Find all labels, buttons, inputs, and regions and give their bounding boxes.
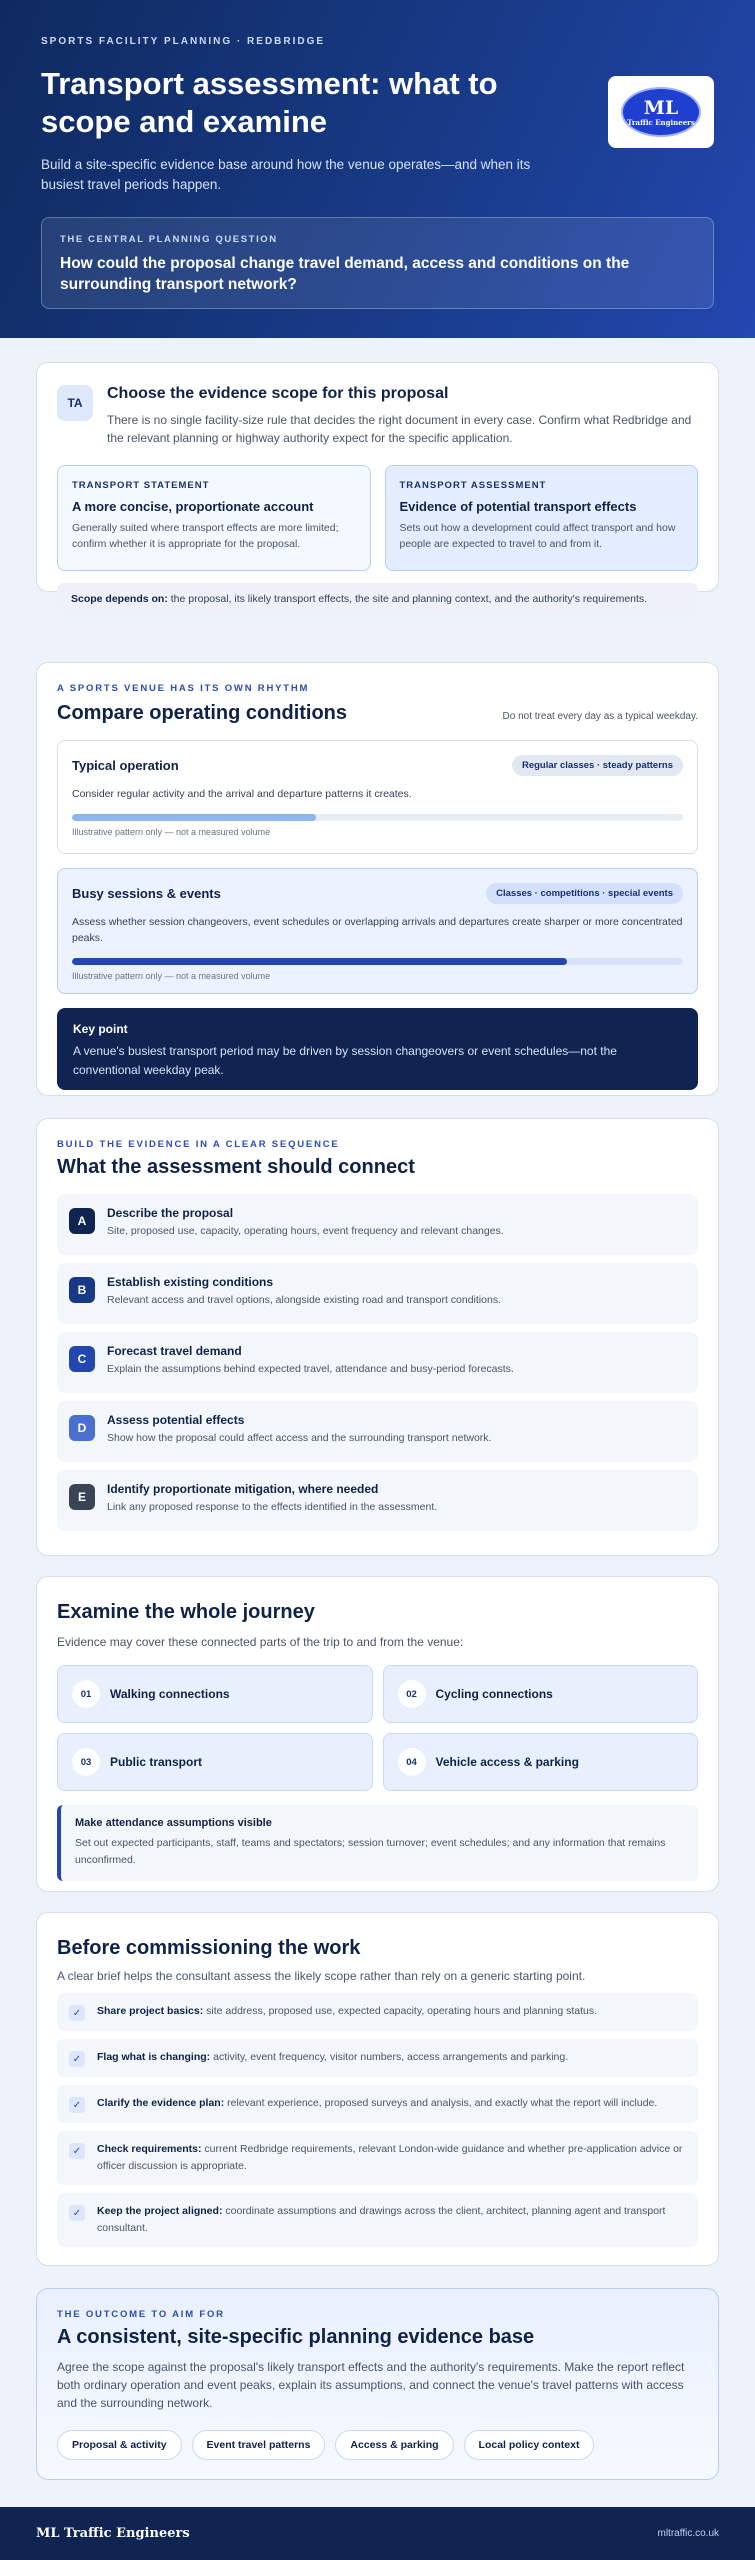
check-icon: ✓ — [69, 2051, 85, 2067]
check-bold: Share project basics: — [97, 2005, 204, 2017]
step-title: Describe the proposal — [107, 1206, 234, 1220]
typical-title: Typical operation — [72, 758, 179, 773]
scope-options — [57, 465, 698, 571]
journey-label: Vehicle access & parking — [435, 1755, 579, 1769]
check-text: site address, proposed use, expected capacity, operating hours and planning status. — [203, 2005, 598, 2017]
page-title: Transport assessment: what to scope and examine — [41, 66, 498, 139]
journey-label: Cycling connections — [435, 1687, 553, 1701]
check-bold: Keep the project aligned: — [97, 2205, 223, 2217]
footer-brand[interactable]: ML Traffic Engineers — [36, 2526, 190, 2541]
check-text: activity, event frequency, visitor numbers, access arrangements and parking. — [210, 2051, 569, 2063]
journey-label: Walking connections — [110, 1687, 230, 1701]
key-point-title: Key point — [73, 1022, 128, 1036]
step-badge: C — [69, 1346, 95, 1372]
depends-text: the proposal, its likely transport effects, the site and planning context, and the authority's requirements. — [167, 593, 648, 605]
journey-grid — [57, 1665, 698, 1791]
journey-label: Public transport — [110, 1755, 203, 1769]
journey-card — [36, 1576, 719, 1892]
depends-label: Scope depends on: — [71, 593, 168, 605]
busy-title: Busy sessions & events — [72, 886, 221, 901]
busy-bar-track — [72, 958, 683, 965]
typical-bar-note: Illustrative pattern only — not a measured volume — [72, 827, 271, 837]
journey-number: 02 — [398, 1680, 426, 1708]
option-transport-statement[interactable] — [57, 465, 371, 571]
step-text: Show how the proposal could affect access and the surrounding transport network. — [107, 1432, 492, 1444]
attendance-text: Set out expected participants, staff, teams and spectators; session turnover; event schedules; and any information that remains unconfirmed. — [75, 1837, 666, 1866]
step-b — [57, 1263, 698, 1324]
outcome-card — [36, 2288, 719, 2480]
journey-public-transport[interactable] — [57, 1733, 373, 1791]
checklist-item — [57, 1993, 698, 2031]
step-e — [57, 1470, 698, 1531]
checklist-text: A clear brief helps the consultant assess the likely scope rather than rely on a generic starting point. — [57, 1969, 586, 1983]
check-icon: ✓ — [69, 2143, 85, 2159]
outcome-title: A consistent, site-specific planning evidence base — [57, 2326, 535, 2348]
journey-walking[interactable] — [57, 1665, 373, 1723]
journey-number: 04 — [398, 1748, 426, 1776]
step-c — [57, 1332, 698, 1393]
compare-eyebrow: A SPORTS VENUE HAS ITS OWN RHYTHM — [57, 683, 310, 694]
chip-local-policy: Local policy context — [464, 2430, 595, 2460]
attendance-note — [57, 1805, 698, 1881]
typical-operation-box — [57, 740, 698, 854]
checklist-item — [57, 2131, 698, 2185]
step-text: Relevant access and travel options, alongside existing road and transport conditions. — [107, 1294, 501, 1306]
step-title: Identify proportionate mitigation, where needed — [107, 1482, 379, 1496]
hero-eyebrow: SPORTS FACILITY PLANNING · REDBRIDGE — [41, 36, 326, 47]
check-text: current Redbridge requirements, relevant London-wide guidance and whether pre-application advice or officer discussion is appropriate. — [97, 2143, 683, 2172]
journey-number: 03 — [72, 1748, 100, 1776]
checklist-item — [57, 2085, 698, 2123]
hero-subtitle: Build a site-specific evidence base around how the venue operates—and when its busiest travel periods happen. — [41, 157, 531, 192]
journey-cycling[interactable] — [383, 1665, 699, 1723]
typical-bar-track — [72, 814, 683, 821]
typical-pill: Regular classes · steady patterns — [512, 755, 683, 776]
option-text: Generally suited where transport effects are more limited; confirm whether it is appropriate for the proposal. — [72, 522, 339, 550]
sequence-card — [36, 1118, 719, 1556]
outcome-chips — [57, 2430, 698, 2460]
logo-main-text: ML — [643, 96, 679, 119]
question-text: How could the proposal change travel demand, access and conditions on the surrounding transport network? — [60, 255, 630, 293]
compare-card — [36, 662, 719, 1096]
scope-card — [36, 362, 719, 605]
step-title: Assess potential effects — [107, 1413, 245, 1427]
sequence-title: What the assessment should connect — [57, 1156, 415, 1178]
check-bold: Check requirements: — [97, 2143, 202, 2155]
sequence-eyebrow: BUILD THE EVIDENCE IN A CLEAR SEQUENCE — [57, 1139, 340, 1150]
option-text: Sets out how a development could affect transport and how people are expected to travel to and from it. — [399, 522, 676, 550]
checklist-card — [36, 1912, 719, 2266]
option-title: A more concise, proportionate account — [72, 499, 314, 514]
chip-proposal-activity: Proposal & activity — [57, 2430, 182, 2460]
central-question-box — [41, 217, 714, 309]
typical-bar-fill — [72, 814, 316, 821]
attendance-title: Make attendance assumptions visible — [75, 1817, 272, 1829]
option-transport-assessment[interactable] — [385, 465, 699, 571]
checklist-item — [57, 2193, 698, 2247]
checklist-title: Before commissioning the work — [57, 1937, 361, 1959]
hero — [0, 0, 755, 338]
sequence-steps — [57, 1194, 698, 1531]
option-title: Evidence of potential transport effects — [399, 499, 637, 514]
check-icon: ✓ — [69, 2097, 85, 2113]
step-badge: B — [69, 1277, 95, 1303]
footer-url-link[interactable]: mltraffic.co.uk — [657, 2528, 719, 2539]
key-point-text: A venue's busiest transport period may be driven by session changeovers or event schedules—not the conventional weekday peak. — [73, 1044, 617, 1077]
ta-badge: TA — [57, 385, 93, 421]
step-title: Establish existing conditions — [107, 1275, 274, 1289]
chip-access-parking: Access & parking — [335, 2430, 453, 2460]
question-label: THE CENTRAL PLANNING QUESTION — [60, 234, 278, 245]
step-a — [57, 1194, 698, 1255]
journey-vehicle-access[interactable] — [383, 1733, 699, 1791]
scope-depends-note — [57, 583, 698, 615]
step-badge: A — [69, 1208, 95, 1234]
step-text: Explain the assumptions behind expected travel, attendance and busy-period forecasts. — [107, 1363, 514, 1375]
key-point-box — [57, 1008, 698, 1090]
step-text: Site, proposed use, capacity, operating hours, event frequency and relevant changes. — [107, 1225, 504, 1237]
company-logo[interactable] — [608, 76, 714, 148]
step-text: Link any proposed response to the effects identified in the assessment. — [107, 1501, 438, 1513]
step-badge: E — [69, 1484, 95, 1510]
step-title: Forecast travel demand — [107, 1344, 242, 1358]
compare-note: Do not treat every day as a typical weekday. — [502, 711, 698, 722]
option-label: TRANSPORT STATEMENT — [72, 480, 210, 491]
check-bold: Flag what is changing: — [97, 2051, 211, 2063]
check-text: coordinate assumptions and drawings across the client, architect, planning agent and transport consultant. — [97, 2205, 666, 2234]
busy-bar-note: Illustrative pattern only — not a measured volume — [72, 971, 271, 981]
journey-text: Evidence may cover these connected parts of the trip to and from the venue: — [57, 1635, 464, 1649]
outcome-text: Agree the scope against the proposal's likely transport effects and the authority's requirements. Make the report reflect both ordinary operation and event peaks, explain its assumptions, and connect the venue's travel patterns with access and the surrounding network. — [57, 2360, 685, 2410]
journey-title: Examine the whole journey — [57, 1601, 315, 1623]
check-bold: Clarify the evidence plan: — [97, 2097, 225, 2109]
busy-sessions-box — [57, 868, 698, 994]
journey-number: 01 — [72, 1680, 100, 1708]
step-d — [57, 1401, 698, 1462]
outcome-eyebrow: THE OUTCOME TO AIM FOR — [57, 2309, 225, 2320]
scope-title: Choose the evidence scope for this proposal — [107, 385, 449, 402]
scope-text: There is no single facility-size rule that decides the right document in every case. Confirm what Redbridge and the relevant planning or highway authority expect for the specific application. — [107, 413, 692, 445]
busy-bar-fill — [72, 958, 567, 965]
compare-header — [57, 700, 698, 726]
check-icon: ✓ — [69, 2005, 85, 2021]
typical-text: Consider regular activity and the arrival and departure patterns it creates. — [72, 788, 412, 800]
footer — [0, 2507, 755, 2560]
scope-header — [57, 383, 698, 447]
step-badge: D — [69, 1415, 95, 1441]
option-label: TRANSPORT ASSESSMENT — [399, 480, 547, 491]
chip-event-travel: Event travel patterns — [192, 2430, 326, 2460]
busy-text: Assess whether session changeovers, event schedules or overlapping arrivals and departures create sharper or more concentrated peaks. — [72, 916, 683, 944]
logo-oval — [621, 87, 701, 137]
checklist-item — [57, 2039, 698, 2077]
logo-sub-text: Traffic Engineers — [627, 117, 695, 127]
compare-title: Compare operating conditions — [57, 702, 348, 724]
busy-pill: Classes · competitions · special events — [486, 883, 683, 904]
check-text: relevant experience, proposed surveys and analysis, and exactly what the report will include. — [224, 2097, 658, 2109]
check-icon: ✓ — [69, 2205, 85, 2221]
